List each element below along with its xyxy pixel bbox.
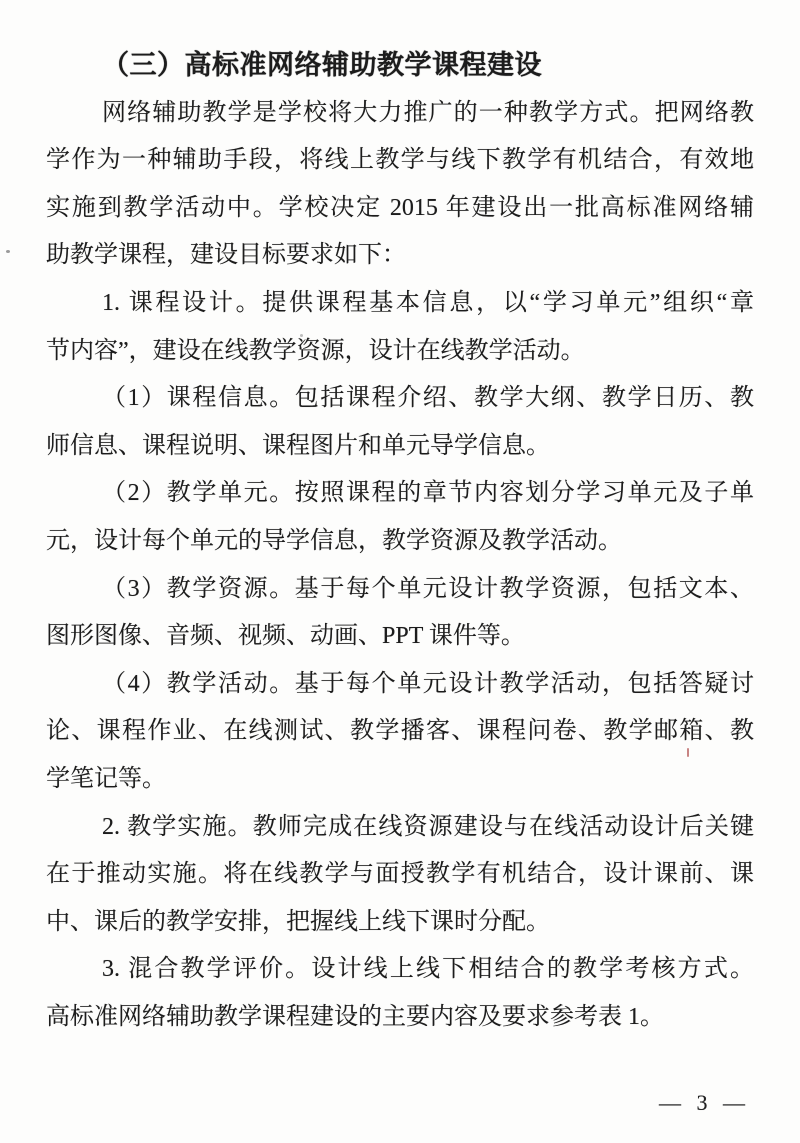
text-line: （3）教学资源。基于每个单元设计教学资源，包括文本、 [102, 575, 754, 602]
text-line: 2. 教学实施。教师完成在线资源建设与在线活动设计后关键 [102, 813, 754, 840]
text-line: 图形图像、音频、视频、动画、PPT 课件等。 [46, 623, 525, 650]
text-line: 学作为一种辅助手段，将线上教学与线下教学有机结合，有效地 [46, 147, 754, 174]
document-body [46, 42, 754, 1041]
scan-speck [300, 334, 303, 337]
text-line: 网络辅助教学是学校将大力推广的一种教学方式。把网络教 [102, 99, 754, 126]
text-line: 高标准网络辅助教学课程建设的主要内容及要求参考表 1。 [46, 1003, 664, 1030]
text-line: 在于推动实施。将在线教学与面授教学有机结合，设计课前、课 [46, 861, 754, 888]
page-number: — 3 — [659, 1090, 750, 1115]
text-line: （1）课程信息。包括课程介绍、教学大纲、教学日历、教 [102, 385, 754, 412]
text-line: 3. 混合教学评价。设计线上线下相结合的教学考核方式。 [102, 956, 754, 983]
text-line: 中、课后的教学安排，把握线上线下课时分配。 [46, 908, 550, 935]
text-line: 学笔记等。 [46, 765, 166, 792]
text-line: 论、课程作业、在线测试、教学播客、课程问卷、教学邮箱、教 [46, 718, 754, 745]
text-line: （2）教学单元。按照课程的章节内容划分学习单元及子单 [102, 480, 754, 507]
text-line: 节内容”，建设在线教学资源，设计在线教学活动。 [46, 337, 585, 364]
text-line: 1. 课程设计。提供课程基本信息，以“学习单元”组织“章 [102, 289, 754, 316]
text-line: 元，设计每个单元的导学信息，教学资源及教学活动。 [46, 527, 622, 554]
text-line: （4）教学活动。基于每个单元设计教学活动，包括答疑讨 [102, 670, 754, 697]
text-line: 实施到教学活动中。学校决定 2015 年建设出一批高标准网络辅 [46, 194, 754, 221]
text-line: 师信息、课程说明、课程图片和单元导学信息。 [46, 432, 550, 459]
scan-speck [687, 748, 689, 757]
section-heading: （三）高标准网络辅助教学课程建设 [102, 50, 542, 80]
text-line: 助教学课程，建设目标要求如下： [46, 242, 406, 269]
scan-speck [6, 250, 10, 253]
